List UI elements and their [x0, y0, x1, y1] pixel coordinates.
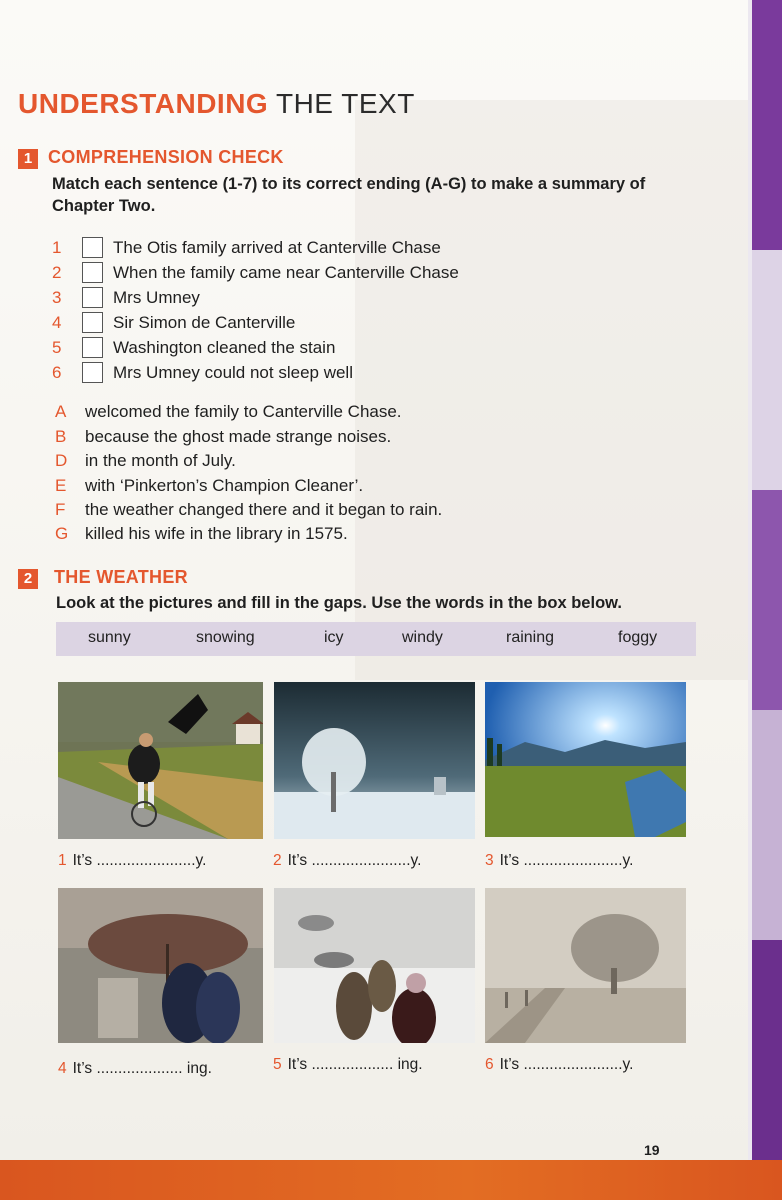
word-option: sunny — [88, 629, 131, 646]
ending-row — [55, 500, 442, 520]
page-number: 19 — [644, 1142, 660, 1158]
caption — [58, 852, 206, 870]
sentence-row — [52, 262, 459, 283]
exercise-1-instruction: Match each sentence (1-7) to its correct ending (A-G) to make a summary of Chapter Two. — [52, 175, 646, 215]
bottom-bar — [0, 1160, 782, 1200]
ending-row — [55, 524, 348, 544]
sentence-row — [52, 237, 441, 258]
sentence-number: 2 — [52, 262, 62, 282]
side-tab — [752, 250, 782, 490]
caption-number: 4 — [58, 1060, 67, 1077]
side-tab — [752, 0, 782, 250]
ending-text: because the ghost made strange noises. — [85, 427, 392, 446]
ending-letter: G — [55, 524, 69, 543]
exercise-2-heading — [18, 567, 188, 589]
caption — [485, 1056, 633, 1074]
page-title-bold: UNDERSTANDING — [18, 88, 269, 119]
caption-text: It’s ................... ing. — [287, 1056, 423, 1073]
answer-checkbox[interactable] — [82, 237, 103, 258]
sentence-row — [52, 312, 295, 333]
ending-text: the weather changed there and it began to rain. — [85, 500, 443, 519]
ending-text: killed his wife in the library in 1575. — [85, 524, 348, 543]
word-option: windy — [402, 629, 443, 646]
word-option: raining — [506, 629, 555, 646]
word-option: snowing — [196, 629, 255, 646]
exercise-1-heading — [18, 147, 284, 169]
word-option: icy — [324, 629, 344, 646]
caption-text: It’s .......................y. — [287, 852, 422, 869]
sentence-number: 5 — [52, 337, 62, 357]
ending-text: welcomed the family to Canterville Chase. — [85, 402, 402, 421]
ending-row — [55, 402, 402, 422]
exercise-number: 2 — [18, 569, 38, 589]
sentence-number: 1 — [52, 237, 62, 257]
caption-text: It’s .......................y. — [72, 852, 207, 869]
answer-checkbox[interactable] — [82, 312, 103, 333]
caption-number: 2 — [273, 852, 282, 869]
windy-photo — [58, 682, 263, 839]
snowing-photo — [274, 888, 475, 1043]
ending-row — [55, 427, 391, 447]
caption-number: 6 — [485, 1056, 494, 1073]
ending-letter: F — [55, 500, 66, 519]
caption-number: 1 — [58, 852, 67, 869]
ending-row — [55, 476, 363, 496]
ending-text: with ‘Pinkerton’s Champion Cleaner’. — [85, 476, 364, 495]
icy-photo — [274, 682, 475, 839]
ending-letter: B — [55, 427, 67, 446]
raining-photo — [58, 888, 263, 1043]
sentence-text: Mrs Umney could not sleep well — [113, 362, 353, 382]
page-title — [18, 88, 415, 120]
exercise-number: 1 — [18, 149, 38, 169]
ending-row — [55, 451, 236, 471]
ending-letter: D — [55, 451, 68, 470]
foggy-photo — [485, 888, 686, 1043]
caption — [485, 852, 633, 870]
answer-checkbox[interactable] — [82, 362, 103, 383]
sentence-text: Mrs Umney — [113, 287, 200, 307]
sunny-photo — [485, 682, 686, 837]
sentence-row — [52, 287, 200, 308]
sentence-row — [52, 362, 353, 383]
answer-checkbox[interactable] — [82, 262, 103, 283]
exercise-title: COMPREHENSION CHECK — [48, 147, 284, 167]
caption-number: 5 — [273, 1056, 282, 1073]
side-tab — [752, 710, 782, 940]
answer-checkbox[interactable] — [82, 337, 103, 358]
caption-text: It’s .......................y. — [499, 1056, 634, 1073]
ending-letter: E — [55, 476, 67, 495]
sentence-number: 3 — [52, 287, 62, 307]
caption-text: It’s .......................y. — [499, 852, 634, 869]
sentence-text: Sir Simon de Canterville — [113, 312, 296, 332]
exercise-title: THE WEATHER — [54, 567, 188, 587]
sentence-number: 6 — [52, 362, 62, 382]
ending-letter: A — [55, 402, 67, 421]
caption-number: 3 — [485, 852, 494, 869]
side-tab — [752, 490, 782, 710]
caption-text: It’s .................... ing. — [72, 1060, 212, 1077]
word-option: foggy — [618, 629, 658, 646]
caption — [58, 1060, 212, 1078]
caption — [273, 1056, 423, 1074]
caption — [273, 852, 421, 870]
sentence-number: 4 — [52, 312, 62, 332]
sentence-text: When the family came near Canterville Chase — [113, 262, 459, 282]
word-box — [56, 622, 696, 656]
sentence-row — [52, 337, 335, 358]
answer-checkbox[interactable] — [82, 287, 103, 308]
exercise-2-instruction: Look at the pictures and fill in the gaps. Use the words in the box below. — [56, 594, 622, 612]
ending-text: in the month of July. — [85, 451, 236, 470]
side-tab — [752, 940, 782, 1160]
sentence-text: The Otis family arrived at Canterville Chase — [113, 237, 441, 257]
sentence-text: Washington cleaned the stain — [113, 337, 336, 357]
page-title-light: THE TEXT — [275, 88, 415, 119]
